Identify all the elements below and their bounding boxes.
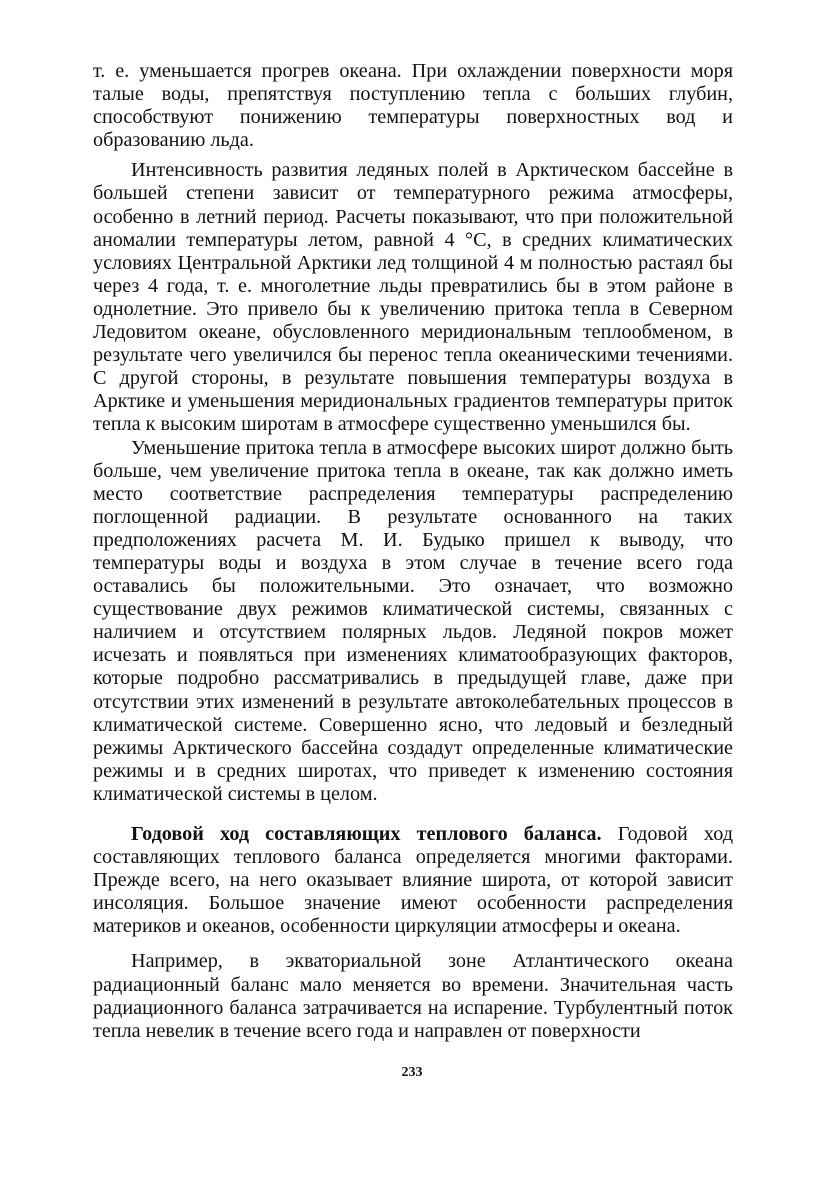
paragraph-5: Например, в экваториальной зоне Атлантического океана радиационный баланс мало меняется во времени. Значительная часть радиационного баланса затрачивается на испарение. Турбулентный поток тепла невелик в течение всего года и направлен от поверхности: [93, 950, 733, 1042]
page-number: 233: [401, 1065, 423, 1080]
paragraph-1: т. е. уменьшается прогрев океана. При охлаждении поверхности моря талые воды, препятствуя поступлению тепла с больших глубин, способствуют понижению температуры поверхностных вод и образованию льда.: [93, 60, 733, 152]
section-text: Годовой ход составляющих теплового баланса определяется многими факторами. Прежде всего, на него оказывает влияние широта, от которой зависит инсоляция. Большое значение имеют особенности распределения материков и океанов, особенности циркуляции атмосферы и океана.: [93, 823, 733, 938]
section-title: Годовой ход составляющих теплового баланса.: [131, 823, 602, 845]
section-paragraph: [93, 823, 733, 938]
paragraph-3: Уменьшение притока тепла в атмосфере высоких широт должно быть больше, чем увеличение притока тепла в океане, так как должно иметь место соответствие распределения температуры распределению поглощенной радиации. В результате основанного на таких предположениях расчета М. И. Будыко пришел к выводу, что температуры воды и воздуха в этом случае в течение всего года оставались бы положительными. Это означает, что возможно существование двух режимов климатической системы, связанных с наличием и отсутствием полярных льдов. Ледяной покров может исчезать и появляться при изменениях климатообразующих факторов, которые подробно рассматривались в предыдущей главе, даже при отсутствии этих изменений в результате автоколебательных процессов в климатической системе. Совершенно ясно, что ледовый и безледный режимы Арктического бассейна создадут определенные климатические режимы и в средних широтах, что приведет к изменению состояния климатической системы в целом.: [93, 436, 733, 805]
page-body: [93, 60, 733, 1043]
paragraph-2: Интенсивность развития ледяных полей в Арктическом бассейне в большей степени зависит от температурного режима атмосферы, особенно в летний период. Расчеты показывают, что при положительной аномалии температуры летом, равной 4 °С, в средних климатических условиях Центральной Арктики лед толщиной 4 м полностью растаял бы через 4 года, т. е. многолетние льды превратились бы в этом районе в однолетние. Это привело бы к увеличению притока тепла в Северном Ледовитом океане, обусловленного меридиональным теплообменом, в результате чего увеличился бы перенос тепла океаническими течениями. С другой стороны, в результате повышения температуры воздуха в Арктике и уменьшения меридиональных градиентов температуры приток тепла к высоким широтам в атмосфере существенно уменьшился бы.: [93, 159, 733, 436]
